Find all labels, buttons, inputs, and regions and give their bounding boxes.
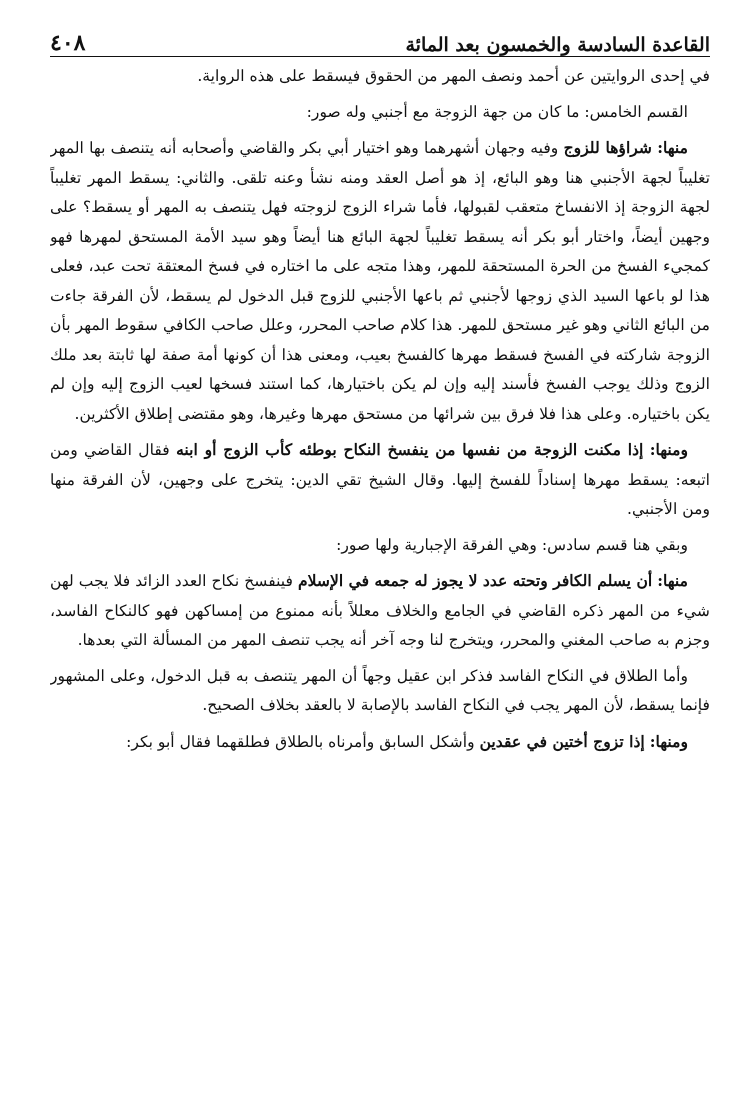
running-title: القاعدة السادسة والخمسون بعد المائة [405,34,710,56]
paragraph-lead: منها: [657,138,688,157]
paragraph-3 [50,133,710,429]
section-heading: وبقي هنا قسم سادس: وهي الفرقة الإجبارية ولها صور: [336,535,688,554]
paragraph-text: وأشكل السابق وأمرناه بالطلاق فطلقهما فقال أبو بكر: [126,732,475,751]
paragraph-1 [50,62,710,92]
paragraph-4 [50,435,710,525]
paragraph-text: في إحدى الروايتين عن أحمد ونصف المهر من الحقوق فيسقط على هذه الرواية. [197,67,710,85]
paragraph-text: فقال القاضي ومن اتبعه: يسقط مهرها إسناداً للفسخ إليها. وقال الشيخ تقي الدين: يتخرج على وجهين، لأن الفرقة منها ومن الأجنبي. [50,441,710,518]
page-number: ٤٠٨ [50,30,86,56]
paragraph-text: وفيه وجهان أشهرهما وهو اختيار أبي بكر والقاضي وأصحابه أنه يتنصف بها المهر تغليباً لجهة الأجنبي هنا وهو البائع، إذ هو أصل العقد ومنه نشأ وعنه تلقى. والثاني: يسقط المهر تغليباً لجهة الزوجة إذ الانفساخ متعقب لقبولها، فأما شراء الزوج لزوجته فهل يتنصف به المهر أو يسقط؟ على وجهين أيضاً، واختار أبو بكر أنه يسقط تغليباً لجهة البائع هنا أيضاً وهو سيد الأمة المستحق لمهرها فهو كمجيء الفسخ من الحرة المستحقة للمهر، وهذا متجه على ما اختاره في فسخ المعتقة تحت عبد، فعلى هذا لو باعها السيد الذي زوجها لأجنبي ثم باعها الأجنبي للزوج قبل الدخول لم يسقط، لأن الفرقة جاءت من البائع الثاني وهو غير مستحق للمهر. هذا كلام صاحب المحرر، وعلل صاحب الكافي سقوط المهر بأن الزوجة شاركته في الفسخ فسقط مهرها كالفسخ بعيب، ومعنى هذا أن كونها أمة صفة لها ثابتة بعد ملك الزوج وذلك يوجب الفسخ فأسند إليه وإن لم يكن باختيارها، كما استند فسخها لعيب الزوج إليه وإن لم يكن باختياره. وعلى هذا فلا فرق بين شرائها من مستحق مهرها وغيرها، وهو مقتضى إطلاق الأكثرين. [50,139,710,423]
paragraph-6 [50,566,710,656]
paragraph-5 [50,531,710,561]
paragraph-7 [50,662,710,721]
page-body [50,62,710,1067]
paragraph-bold-phrase: شراؤها للزوج [563,138,652,157]
paragraph-lead: منها: [657,571,688,590]
paragraph-bold-phrase: إذا تزوج أختين في عقدين [479,731,645,751]
paragraph-8 [50,727,710,758]
paragraph-bold-phrase: أن يسلم الكافر وتحته عدد لا يجوز له جمعه في الإسلام [297,571,653,590]
paragraph-lead: ومنها: [649,440,688,459]
paragraph-lead: ومنها: [649,731,688,751]
section-heading: القسم الخامس: ما كان من جهة الزوجة مع أجنبي وله صور: [306,102,688,121]
paragraph-bold-phrase: إذا مكنت الزوجة من نفسها من ينفسخ النكاح بوطئه كأب الزوج أو ابنه [176,440,644,459]
paragraph-text: فينفسخ نكاح العدد الزائد فلا يجب لهن شيء من المهر ذكره القاضي في الجامع والخلاف معللاً بأنه ممنوع من إمساكهن فهو كالنكاح الفاسد، وجزم به صاحب المغني والمحرر، ويتخرج لنا وجه آخر أنه يجب تنصف المهر من المسألة التي بعدها. [50,572,710,649]
paragraph-text: وأما الطلاق في النكاح الفاسد فذكر ابن عقيل وجهاً أن المهر يتنصف به قبل الدخول، وعلى المشهور فإنما يسقط، لأن المهر يجب في النكاح الفاسد بالإصابة لا بالعقد بخلاف الصحيح. [50,666,710,714]
paragraph-2 [50,98,710,128]
page-header [50,22,710,57]
